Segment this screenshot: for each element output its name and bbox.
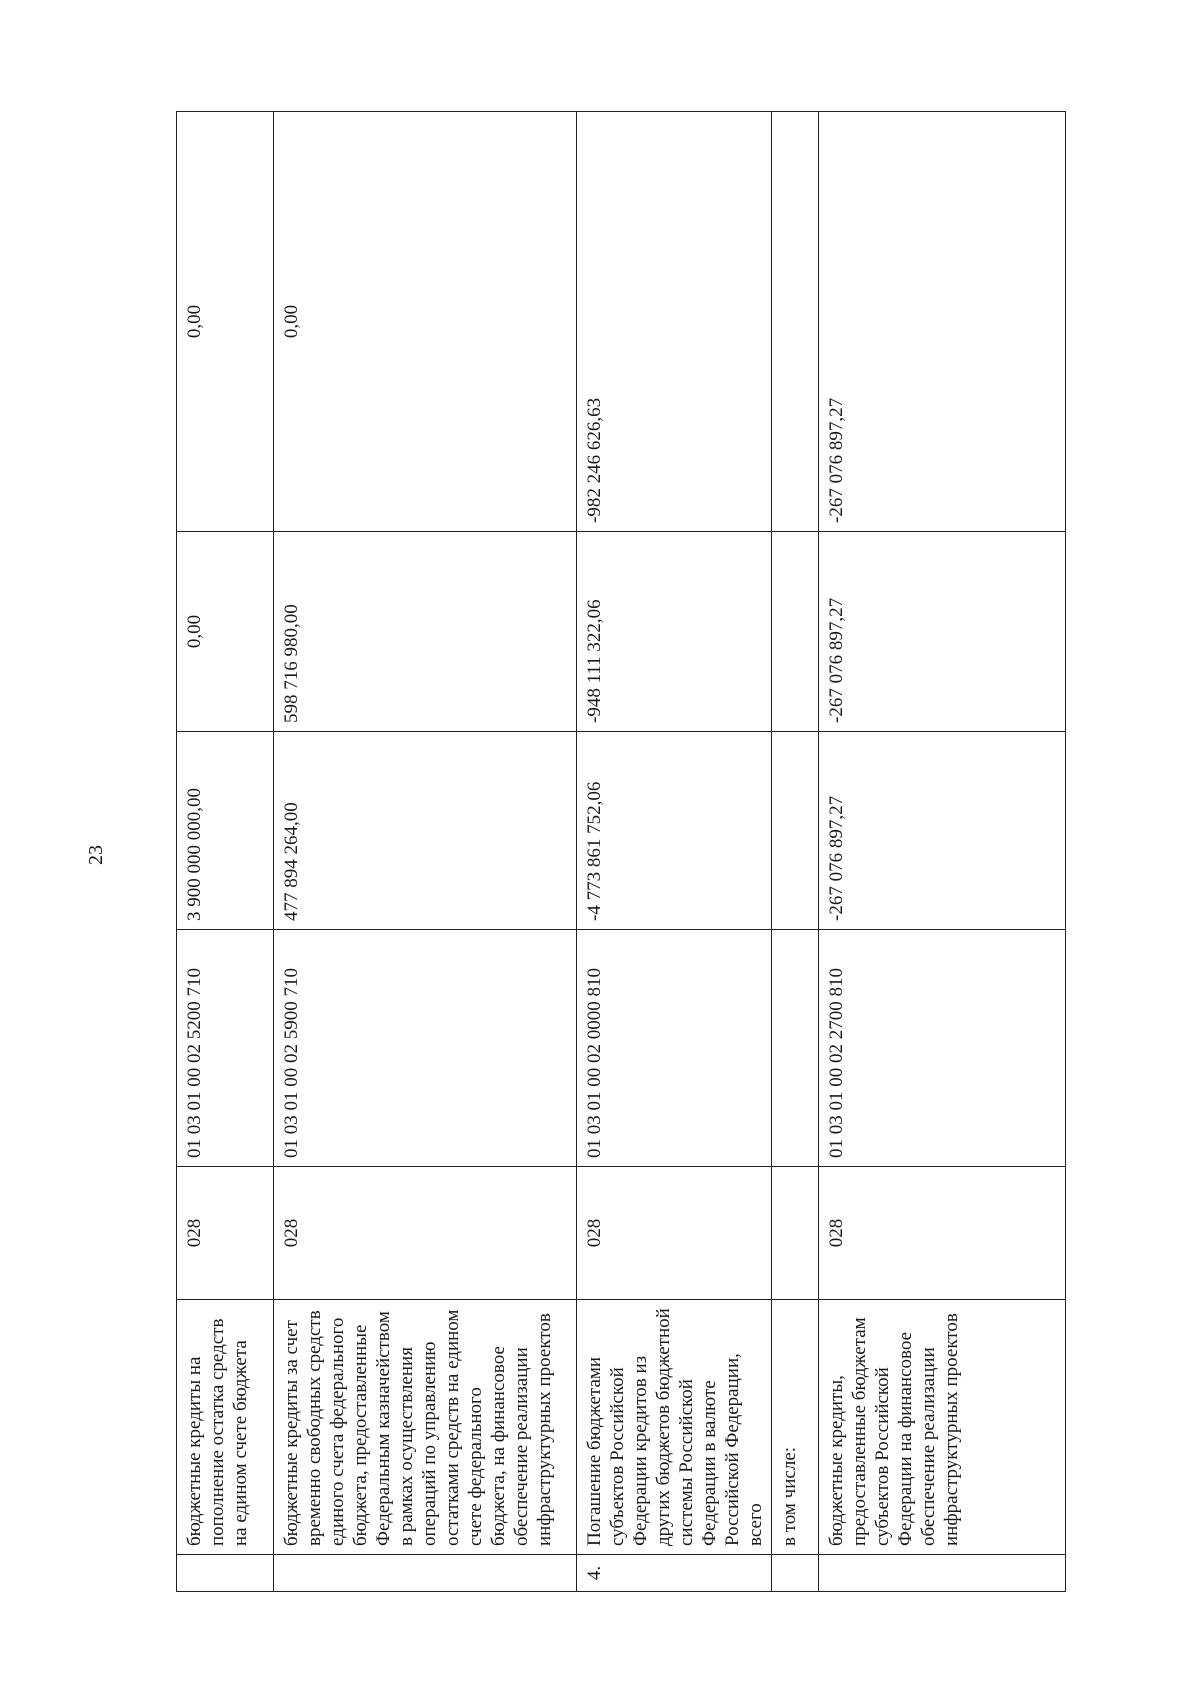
sum-1 (772, 732, 819, 930)
table-row (772, 112, 819, 1592)
sum-3: 0,00 (274, 112, 577, 532)
indicator-name: в том числе: (772, 1300, 819, 1555)
table-row (274, 112, 577, 1592)
row-number: 4. (577, 1555, 772, 1592)
sum-2: -267 076 897,27 (819, 532, 1066, 732)
admin-code: 028 (177, 1167, 274, 1300)
indicator-name: Погашение бюджетами субъектов Российской Федерации кредитов из других бюджетов бюджетной системы Российской Федерации в валюте Российской Федерации, всего (577, 1300, 772, 1555)
sum-1: 3 900 000 000,00 (177, 732, 274, 930)
sum-1: 477 894 264,00 (274, 732, 577, 930)
budget-classification-code: 01 03 01 00 02 0000 810 (577, 930, 772, 1167)
budget-classification-code: 01 03 01 00 02 5900 710 (274, 930, 577, 1167)
indicator-name: бюджетные кредиты, предоставленные бюджетам субъектов Российской Федерации на финансовое обеспечение реализации инфраструктурных проектов (819, 1300, 1066, 1555)
indicator-name: бюджетные кредиты за счет временно свободных средств единого счета федерального бюджета, предоставленные Федеральным казначейством в рамках осуществления операций по управлению остатками средств на едином счете федерального бюджета, на финансовое обеспечение реализации инфраструктурных проектов (274, 1300, 577, 1555)
budget-classification-code: 01 03 01 00 02 2700 810 (819, 930, 1066, 1167)
sum-2: 598 716 980,00 (274, 532, 577, 732)
sum-3 (772, 112, 819, 532)
row-number (772, 1555, 819, 1592)
indicator-name: бюджетные кредиты на пополнение остатка средств на едином счете бюджета (177, 1300, 274, 1555)
sum-2: -948 111 322,06 (577, 532, 772, 732)
sum-3: 0,00 (177, 112, 274, 532)
budget-table (176, 111, 1066, 1592)
table-row (577, 112, 772, 1592)
budget-classification-code (772, 930, 819, 1167)
table-row (819, 112, 1066, 1592)
sum-3: -267 076 897,27 (819, 112, 1066, 532)
admin-code: 028 (274, 1167, 577, 1300)
sum-3: -982 246 626,63 (577, 112, 772, 532)
admin-code: 028 (577, 1167, 772, 1300)
sum-1: -267 076 897,27 (819, 732, 1066, 930)
admin-code (772, 1167, 819, 1300)
budget-table-rotated (176, 112, 1042, 1592)
budget-classification-code: 01 03 01 00 02 5200 710 (177, 930, 274, 1167)
sum-2: 0,00 (177, 532, 274, 732)
row-number (819, 1555, 1066, 1592)
row-number (274, 1555, 577, 1592)
page-number: 23 (85, 845, 107, 865)
row-number (177, 1555, 274, 1592)
admin-code: 028 (819, 1167, 1066, 1300)
sum-1: -4 773 861 752,06 (577, 732, 772, 930)
table-row (177, 112, 274, 1592)
sum-2 (772, 532, 819, 732)
